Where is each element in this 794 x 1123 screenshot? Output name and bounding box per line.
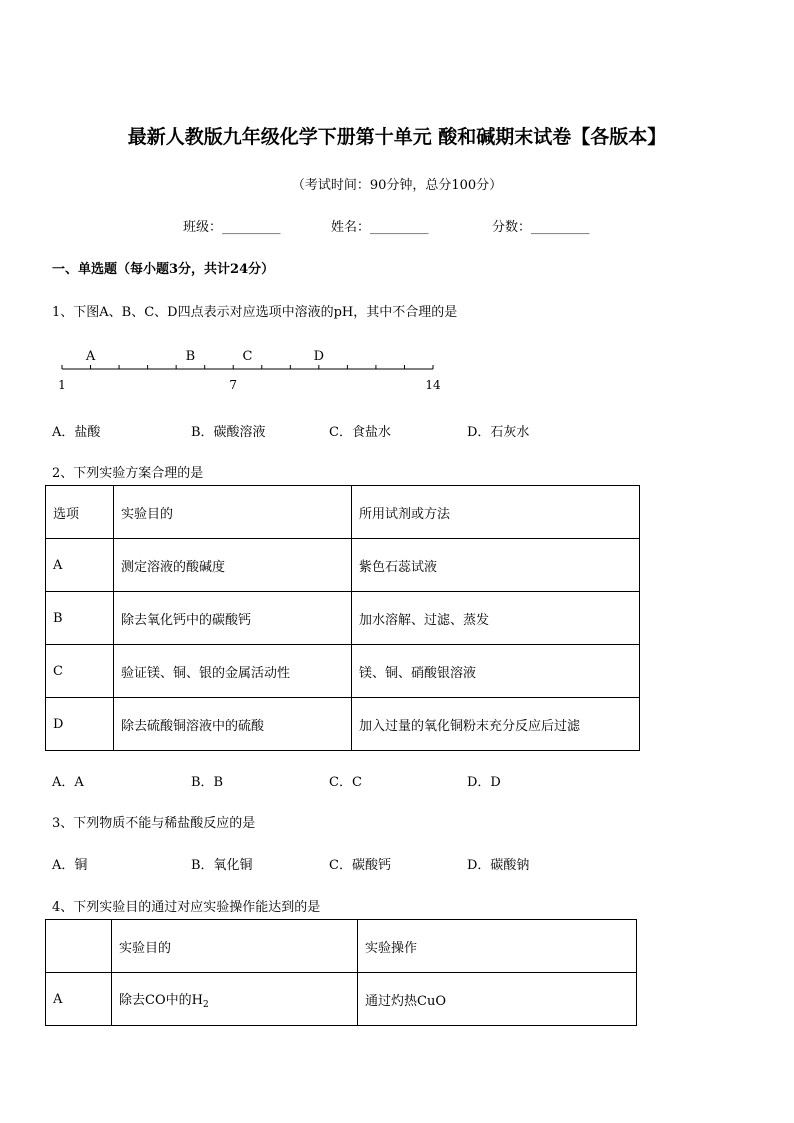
page-title: 最新人教版九年级化学下册第十单元 酸和碱期末试卷【各版本】: [127, 126, 667, 148]
table-cell: 镁、铜、硝酸银溶液: [352, 645, 640, 698]
class-label: 班级：: [183, 220, 223, 235]
table-row: [46, 539, 640, 592]
table-cell: D: [46, 698, 114, 751]
table-header-cell: 选项: [46, 486, 114, 539]
point-label-d: D: [313, 349, 325, 364]
question-3: 3、下列物质不能与稀盐酸反应的是: [52, 816, 256, 831]
class-blank: _________: [222, 220, 281, 235]
table-cell: 通过灼热CuO: [358, 973, 637, 1026]
table-cell: B: [46, 592, 114, 645]
score-blank: _________: [531, 220, 590, 235]
subscript: 2: [202, 999, 209, 1010]
table-cell: 除去氧化钙中的碳酸钙: [114, 592, 352, 645]
q2-option-b: B．B: [191, 775, 224, 790]
q3-option-b: B．氧化铜: [191, 858, 253, 873]
name-blank: _________: [370, 220, 429, 235]
table-cell: C: [46, 645, 114, 698]
section-heading: 一、单选题（每小题3分，共计24分）: [52, 262, 275, 277]
tick-label: 1: [58, 378, 66, 392]
q4-table: [45, 919, 637, 1026]
point-label-c: C: [242, 349, 253, 364]
table-row: [46, 592, 640, 645]
q3-option-c: C．碳酸钙: [329, 858, 391, 873]
table-header-cell: 所用试剂或方法: [352, 486, 640, 539]
table-row: [46, 645, 640, 698]
q2-table: [45, 485, 640, 751]
q1-option-b: B．碳酸溶液: [191, 425, 266, 440]
table-cell: 除去硫酸铜溶液中的硫酸: [114, 698, 352, 751]
name-label: 姓名：: [331, 220, 371, 235]
table-row: [46, 698, 640, 751]
tick-label: 14: [425, 378, 441, 392]
q3-option-d: D．碳酸钠: [467, 858, 530, 873]
table-header-cell: [46, 920, 112, 973]
exam-info: （考试时间：90分钟，总分100分）: [291, 178, 503, 193]
score-label: 分数：: [492, 220, 532, 235]
table-cell: [112, 973, 358, 1026]
table-header-cell: 实验目的: [112, 920, 358, 973]
table-cell: A: [46, 973, 112, 1026]
table-row: [46, 973, 637, 1026]
score-field: [492, 216, 590, 235]
question-2: 2、下列实验方案合理的是: [52, 466, 204, 481]
class-field: [183, 216, 281, 235]
table-header-row: [46, 486, 640, 539]
table-cell: 验证镁、铜、银的金属活动性: [114, 645, 352, 698]
name-field: [331, 216, 429, 235]
table-cell: 紫色石蕊试液: [352, 539, 640, 592]
point-label-a: A: [85, 349, 96, 364]
table-cell: 加水溶解、过滤、蒸发: [352, 592, 640, 645]
tick-label: 7: [229, 378, 238, 392]
question-1: 1、下图A、B、C、D四点表示对应选项中溶液的pH，其中不合理的是: [52, 305, 458, 320]
table-cell: 测定溶液的酸碱度: [114, 539, 352, 592]
q2-option-a: A．A: [52, 775, 84, 790]
table-header-cell: 实验操作: [358, 920, 637, 973]
table-header-row: [46, 920, 637, 973]
goal-text: 除去CO中的H: [119, 992, 203, 1008]
table-cell: 加入过量的氧化铜粉末充分反应后过滤: [352, 698, 640, 751]
q2-option-c: C．C: [329, 775, 362, 790]
table-header-cell: 实验目的: [114, 486, 352, 539]
q3-option-a: A．铜: [52, 858, 88, 873]
q2-option-d: D．D: [467, 775, 501, 790]
q1-option-d: D．石灰水: [467, 425, 530, 440]
point-label-b: B: [185, 349, 196, 364]
q1-option-c: C．食盐水: [329, 425, 391, 440]
ph-number-line: [56, 340, 456, 396]
table-cell: A: [46, 539, 114, 592]
q1-option-a: A．盐酸: [52, 425, 101, 440]
question-4: 4、下列实验目的通过对应实验操作能达到的是: [52, 900, 321, 915]
